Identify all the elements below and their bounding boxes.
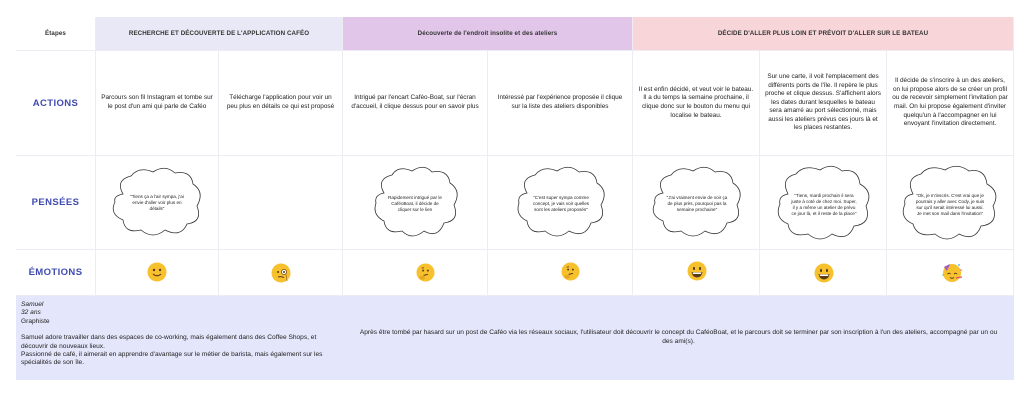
- persona-name: Samuel: [21, 301, 44, 308]
- row-label-emotions: ÉMOTIONS: [16, 250, 96, 296]
- thought-cloud: [105, 164, 209, 242]
- action-cell: Il est enfin décidé, et veut voir le bateau. Il a du temps la semaine prochaine, il clique donc sur le bouton du menu qui localise le bateau.: [633, 51, 760, 156]
- grinning-face-icon: [687, 261, 707, 286]
- action-cell: Intéressé par l'expérience proposée il clique sur la liste des ateliers disponibles: [488, 51, 633, 156]
- row-label-actions: ACTIONS: [16, 51, 96, 156]
- thought-text: Rapidement intrigué par le CaféoBoat, il décide de cliquer sur le lien: [388, 195, 442, 212]
- slightly-smiling-face-icon: [147, 262, 167, 287]
- thinking-face-icon: [561, 262, 580, 286]
- action-cell: Intrigué par l'encart Caféo-Boat, sur l'écran d'accueil, il clique dessus pour en savoir plus: [343, 51, 488, 156]
- persona-age: 32 ans: [21, 309, 41, 317]
- thought-text: "Tiens ça a l'air sympa, j'ai envie d'aller voir plus en détails": [130, 194, 184, 211]
- grinning-face-icon: [814, 263, 834, 288]
- partying-face-icon: [941, 261, 963, 288]
- thought-text: "J'ai vraiment envie de voir ça de plus près, pourquoi pas la semaine prochaine": [666, 195, 728, 212]
- scenario-text: Après être tombé par hasard sur un post de Caféo via les réseaux sociaux, l'utilisateur doit découvrir le concept du CaféoBoat, et le parcours doit se terminer par son inscription à l'un des ateliers, accompagné par un ou des ami(s).: [343, 296, 1014, 380]
- thought-cloud: [895, 162, 1005, 246]
- face-with-monocle-icon: [271, 263, 291, 288]
- persona-card: [16, 296, 343, 380]
- action-cell: Sur une carte, il voit l'emplacement des différents ports de l'île. Il repère le plus proche et clique dessus. S'affichent alors les dates durant lesquelles le bateau sera amarré au port sélectionné, mais aussi les ateliers prévus ces jours là et les places restantes.: [760, 51, 887, 156]
- phase-header-boat: DÉCIDE D'ALLER PLUS LOIN ET PRÉVOIT D'ALLER SUR LE BATEAU: [633, 17, 1014, 51]
- action-cell: Parcours son fil Instagram et tombe sur le post d'un ami qui parle de Caféo: [96, 51, 219, 156]
- thought-cell: [219, 156, 343, 250]
- action-cell: Il décide de s'inscrire à un des ateliers, on lui propose alors de se créer un profil ou de recevoir simplement l'invitation par mail. On lui propose également d'inviter quelqu'un à l'accompagner en lui envoyant l'invitation directement.: [887, 51, 1014, 156]
- phase-header-workshops: Découverte de l'endroit insolite et des ateliers: [343, 17, 633, 51]
- etapes-header: Étapes: [16, 17, 96, 51]
- thought-text: "Tiens, mardi prochain il sera juste à coté de chez moi. Super, il y a même un atelier de prévu ce jour là, et il reste de la place": [791, 193, 857, 216]
- user-journey-map: [16, 17, 1014, 380]
- thought-text: "Ok, je m'inscris. C'est vrai que je pourrais y aller avec Cody, je suis sur qu'il serait intéressé lui aussi. Je met son mail dans l'invitation": [915, 193, 985, 216]
- persona-description: Passionné de café, il aimerait en apprendre d'avantage sur le métier de barista, mais également sur les spécialités de son île.: [21, 351, 323, 367]
- thinking-face-icon: [416, 263, 435, 287]
- thought-cloud: [770, 162, 878, 246]
- row-label-pensees: PENSÉES: [16, 156, 96, 250]
- action-cell: Télécharge l'application pour voir un peu plus en détails ce qui est proposé: [219, 51, 343, 156]
- phase-header-discovery: RECHERCHE ET DÉCOUVERTE DE L'APPLICATION CAFÉO: [96, 17, 343, 51]
- thought-cloud: [645, 163, 749, 243]
- persona-description: Samuel adore travailler dans des espaces de co-working, mais également dans des Coffee Shops, et découvrir de nouveaux lieux.: [21, 334, 317, 350]
- thought-cloud: [368, 163, 463, 243]
- thought-cloud: [511, 163, 611, 243]
- thought-text: "C'est super sympa comme concept, je vais voir quelles sont les ateliers proposés": [532, 195, 590, 212]
- persona-job: Graphiste: [21, 317, 50, 325]
